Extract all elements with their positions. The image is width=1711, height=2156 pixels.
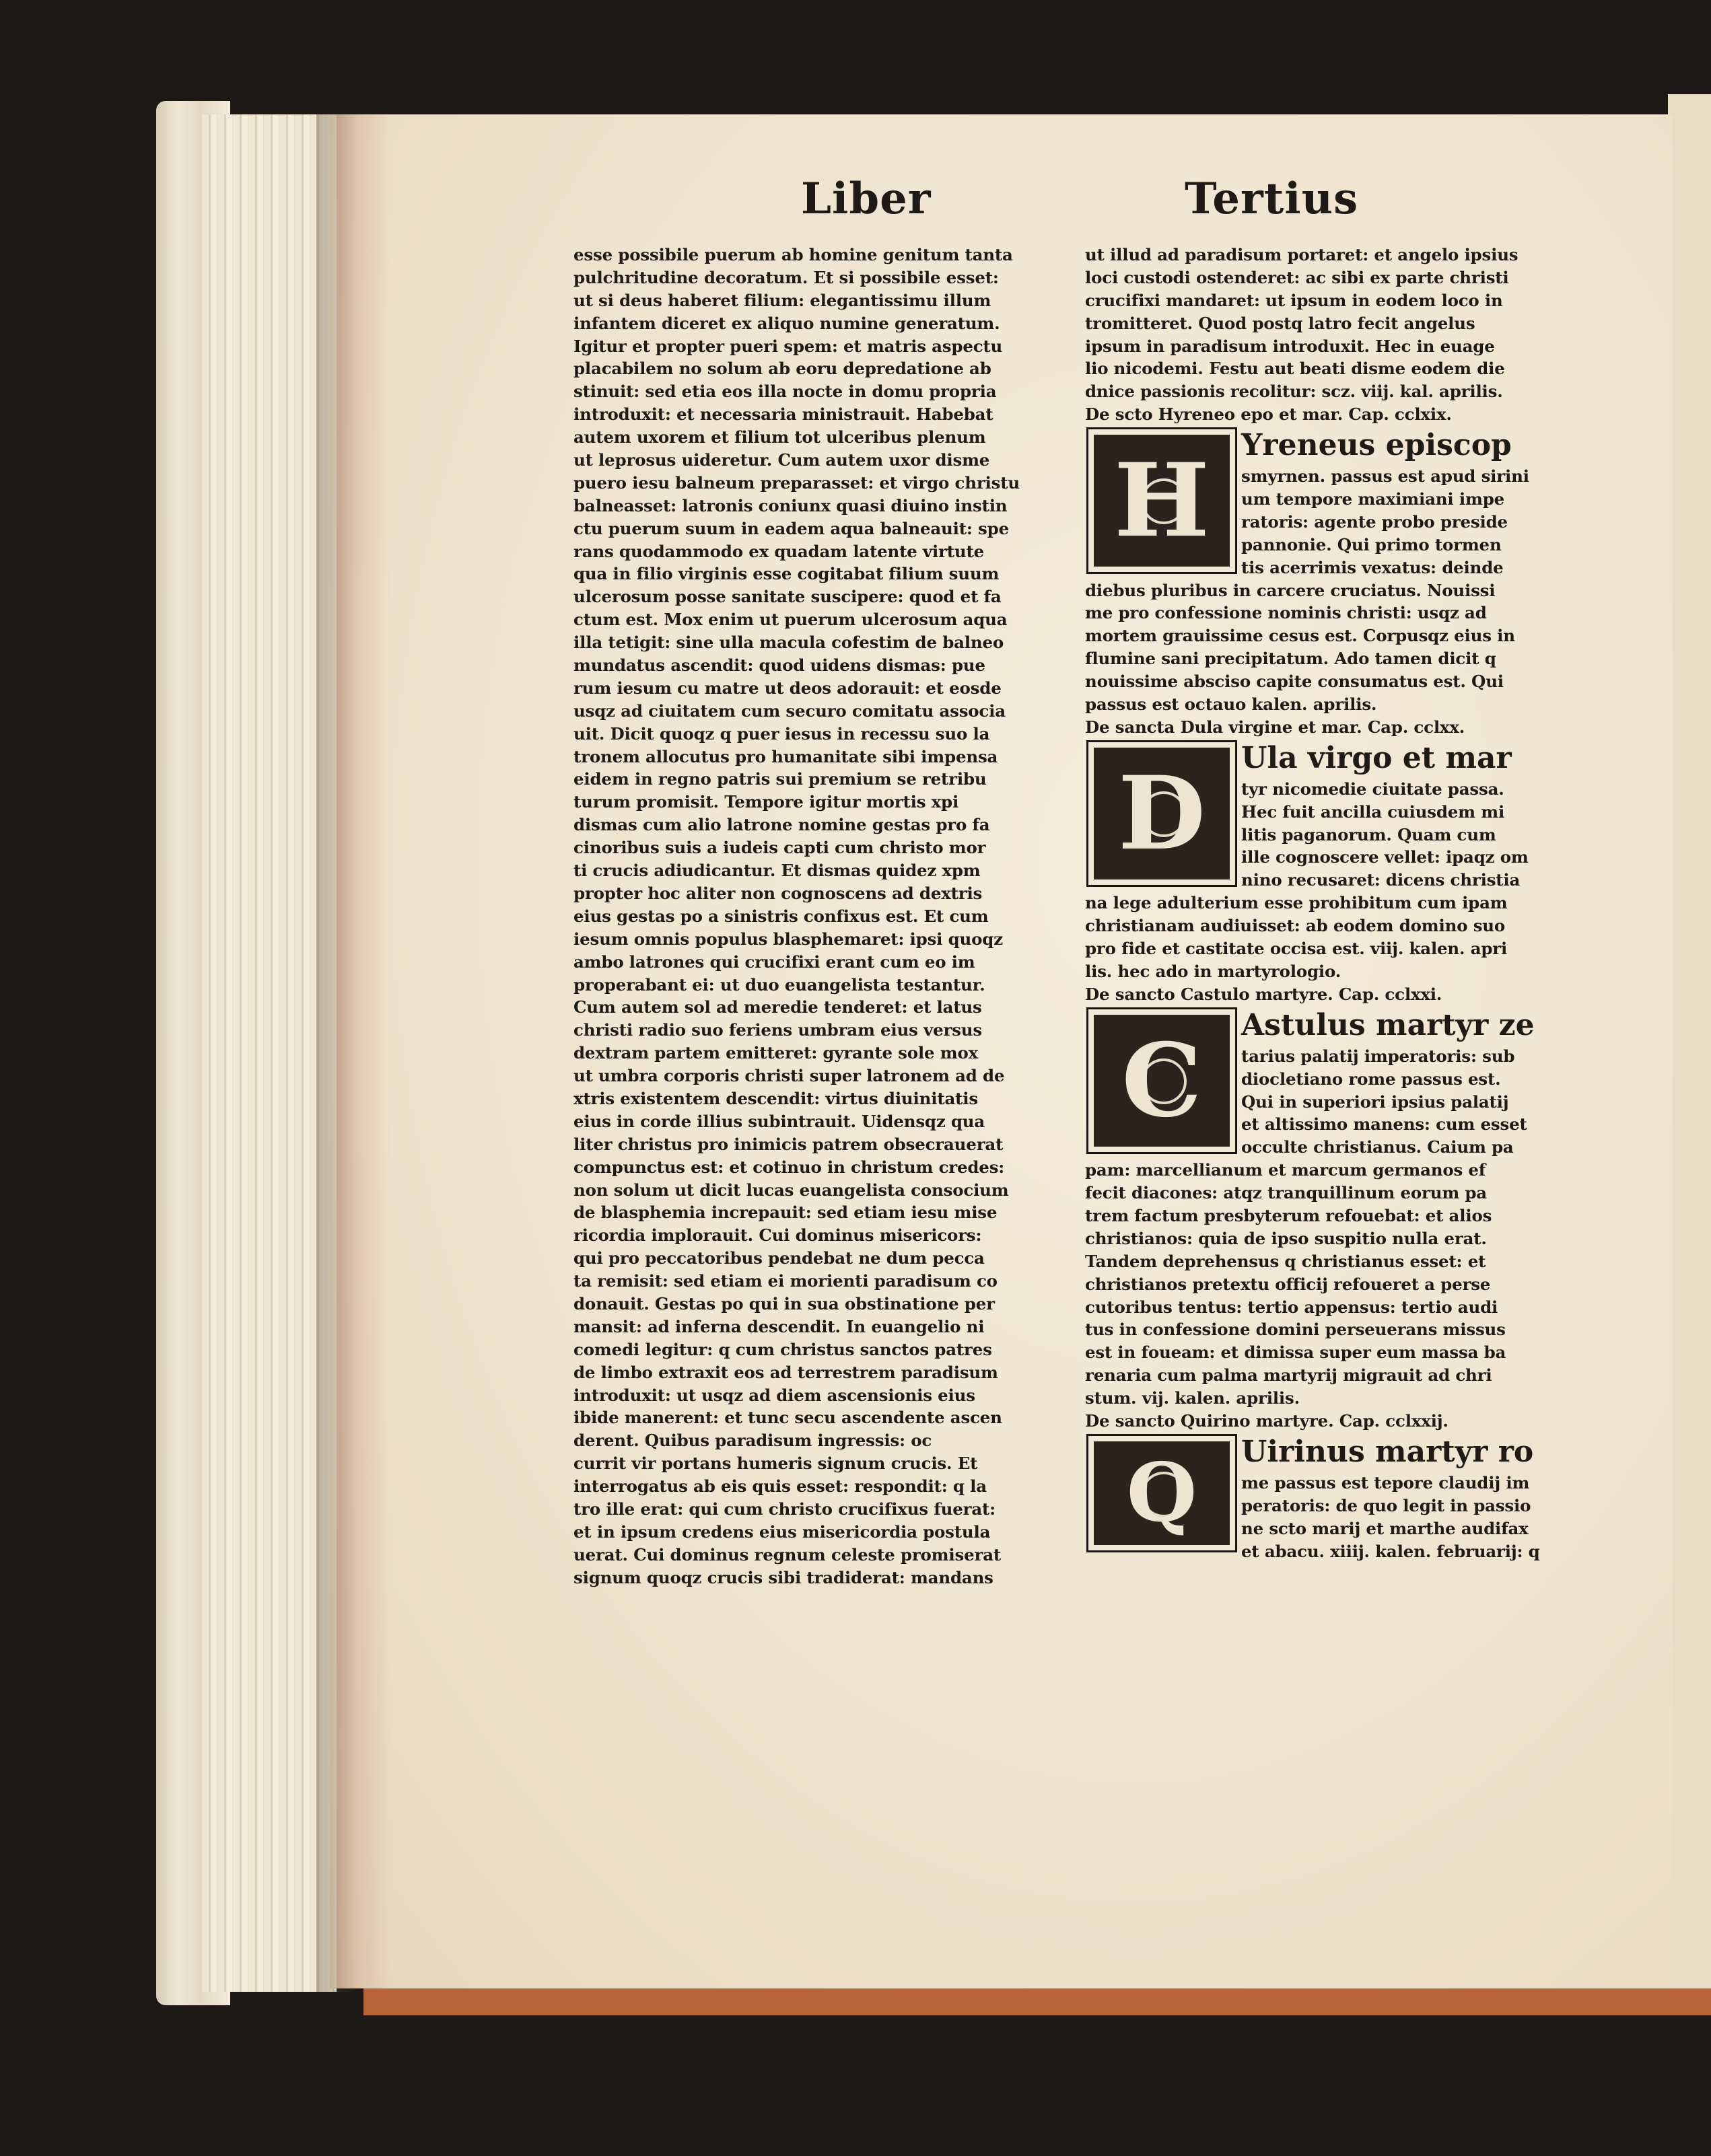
text-line: illa tetigit: sine ulla macula cofestim de balneo: [573, 633, 1004, 653]
text-line: est in foueam: et dimissa super eum massa ba: [1085, 1342, 1506, 1363]
text-line: ibide manerent: et tunc secu ascendente ascen: [573, 1408, 1002, 1428]
initial-letter: C: [1121, 1021, 1202, 1140]
text-line: me pro confessione nominis christi: usqz ad: [1085, 603, 1487, 623]
text-line: et in ipsum credens eius misericordia postula: [573, 1521, 991, 1542]
chapter-rubric: De sancto Castulo martyre. Cap. cclxxi.: [1085, 984, 1442, 1004]
text-line: et abacu. xiiij. kalen. februarij: q: [1241, 1541, 1540, 1561]
text-line: Tandem deprehensus q christianus esset: et: [1085, 1251, 1486, 1271]
text-line: ta remisit: sed etiam ei morienti paradisum co: [573, 1271, 998, 1291]
text-line: usqz ad ciuitatem cum securo comitatu associa: [573, 700, 1006, 721]
text-line: eidem in regno patris sui premium se retribu: [573, 769, 987, 789]
facing-page-edge: [1668, 94, 1711, 2012]
text-line: um tempore maximiani impe: [1241, 489, 1505, 509]
text-line: comedi legitur: q cum christus sanctos patres: [573, 1339, 992, 1359]
text-line: liter christus pro inimicis patrem obsecrauerat: [573, 1134, 1004, 1154]
text-line: tronem allocutus pro humanitate sibi impensa: [573, 746, 998, 766]
text-line: cinoribus suis a iudeis capti cum christo mor: [573, 838, 986, 858]
text-line: tyr nicomedie ciuitate passa.: [1241, 779, 1504, 799]
chapter-opening: [1085, 426, 1591, 579]
text-line: me passus est tepore claudij im: [1241, 1472, 1530, 1493]
chapter-opening: [1085, 1433, 1591, 1563]
text-line: pam: marcellianum et marcum germanos ef: [1085, 1160, 1486, 1180]
running-head-right: Tertius: [1185, 174, 1359, 224]
text-line: dismas cum alio latrone nomine gestas pro fa: [573, 815, 990, 835]
chapter-heading: Yreneus episcop: [1241, 428, 1512, 463]
text-line: tromitteret. Quod postq latro fecit angelus: [1085, 313, 1475, 333]
decorated-initial: [1086, 1434, 1237, 1552]
text-line: christianos pretextu officij refoueret a perse: [1085, 1274, 1491, 1294]
text-line: christianam audiuisset: ab eodem domino suo: [1085, 916, 1506, 936]
text-line: introduxit: ut usqz ad diem ascensionis eius: [573, 1385, 975, 1405]
initial-letter: H: [1114, 441, 1210, 561]
text-line: rum iesum cu matre ut deos adorauit: et eosde: [573, 678, 1002, 698]
text-line: de blasphemia increpauit: sed etiam iesu mise: [573, 1202, 998, 1223]
left-text-column: [573, 244, 1080, 1589]
chapter-rubric: De sancto Quirino martyre. Cap. cclxxij.: [1085, 1410, 1448, 1431]
text-line: christianos: quia de ipso suspitio nulla erat.: [1085, 1228, 1487, 1248]
text-line: eius gestas po a sinistris confixus est. Et cum: [573, 906, 989, 926]
text-line: peratoris: de quo legit in passio: [1241, 1495, 1531, 1515]
chapter-rubric: De scto Hyreneo epo et mar. Cap. cclxix.: [1085, 404, 1452, 425]
text-line: qua in filio virginis esse cogitabat filium suum: [573, 564, 1000, 584]
running-head-left: Liber: [801, 174, 932, 224]
text-line: loci custodi ostenderet: ac sibi ex parte christi: [1085, 267, 1509, 287]
text-line: na lege adulterium esse prohibitum cum ipam: [1085, 893, 1508, 913]
decorated-initial: [1086, 740, 1237, 887]
text-line: uerat. Cui dominus regnum celeste promiserat: [573, 1544, 1001, 1565]
text-line: ut leprosus uideretur. Cum autem uxor disme: [573, 450, 990, 470]
text-line: infantem diceret ex aliquo numine generatum.: [573, 313, 1000, 333]
text-line: cutoribus tentus: tertio appensus: tertio audi: [1085, 1297, 1498, 1317]
text-line: mundatus ascendit: quod uidens dismas: pue: [573, 655, 985, 676]
text-line: ambo latrones qui crucifixi erant cum eo im: [573, 951, 975, 972]
text-line: Igitur et propter pueri spem: et matris aspectu: [573, 336, 1003, 356]
chapter-rubric: De sancta Dula virgine et mar. Cap. cclxx.: [1085, 717, 1465, 737]
initial-letter: D: [1117, 754, 1206, 873]
initial-ornament: [1094, 748, 1230, 879]
decorated-initial: [1086, 427, 1237, 574]
text-line: nino recusaret: dicens christia: [1241, 870, 1521, 890]
text-line: Hec fuit ancilla cuiusdem mi: [1241, 801, 1505, 822]
text-line: passus est octauo kalen. aprilis.: [1085, 694, 1377, 715]
text-line: lis. hec ado in martyrologio.: [1085, 961, 1341, 981]
initial-ornament: [1094, 1015, 1230, 1147]
text-line: ut si deus haberet filium: elegantissimu illum: [573, 290, 991, 310]
text-line: pulchritudine decoratum. Et si possibile esset:: [573, 267, 999, 287]
text-line: occulte christianus. Caium pa: [1241, 1137, 1514, 1157]
text-line: tis acerrimis vexatus: deinde: [1241, 557, 1504, 577]
text-line: rans quodammodo ex quadam latente virtute: [573, 541, 985, 561]
text-line: ctum est. Mox enim ut puerum ulcerosum aqua: [573, 610, 1008, 630]
text-line: donauit. Gestas po qui in sua obstinatione per: [573, 1293, 995, 1314]
text-line: propter hoc aliter non cognoscens ad dextris: [573, 883, 983, 903]
text-line: crucifixi mandaret: ut ipsum in eodem loco in: [1085, 290, 1503, 310]
book-cover-bottom: [363, 1988, 1711, 2015]
text-line: pannonie. Qui primo tormen: [1241, 534, 1502, 554]
text-line: puero iesu balneum preparasset: et virgo christu: [573, 472, 1020, 493]
text-line: diebus pluribus in carcere cruciatus. Nouissi: [1085, 580, 1496, 600]
text-line: dextram partem emitteret: gyrante sole mox: [573, 1043, 979, 1063]
initial-letter: Q: [1126, 1445, 1197, 1541]
text-line: ratoris: agente probo preside: [1241, 511, 1508, 532]
text-line: currit vir portans humeris signum crucis. Et: [573, 1453, 978, 1474]
text-line: ille cognoscere vellet: ipaqz om: [1241, 847, 1529, 867]
text-line: stum. vij. kalen. aprilis.: [1085, 1388, 1300, 1408]
chapter-opening: [1085, 739, 1591, 892]
text-line: ctu puerum suum in eadem aqua balneauit: spe: [573, 518, 1009, 538]
text-line: balneasset: latronis coniunx quasi diuino instin: [573, 495, 1008, 515]
text-line: fecit diacones: atqz tranquillinum eorum pa: [1085, 1183, 1487, 1203]
text-line: signum quoqz crucis sibi tradiderat: mandans: [573, 1567, 993, 1587]
text-line: tro ille erat: qui cum christo crucifixus fuerat:: [573, 1499, 996, 1519]
text-line: turum promisit. Tempore igitur mortis xpi: [573, 792, 959, 812]
initial-ornament: [1094, 435, 1230, 567]
text-line: Qui in superiori ipsius palatij: [1241, 1091, 1509, 1112]
text-line: eius in corde illius subintrauit. Uidensqz qua: [573, 1111, 985, 1131]
text-line: litis paganorum. Quam cum: [1241, 824, 1496, 845]
text-line: uit. Dicit quoqz q puer iesus in recessu suo la: [573, 723, 990, 744]
text-line: placabilem no solum ab eoru depredatione ab: [573, 359, 991, 379]
text-line: ut illud ad paradisum portaret: et angelo ipsius: [1085, 245, 1518, 264]
text-line: ipsum in paradisum introduxit. Hec in euage: [1085, 336, 1495, 356]
text-line: ne scto marij et marthe audifax: [1241, 1518, 1529, 1538]
text-line: nouissime absciso capite consumatus est. Qui: [1085, 672, 1504, 692]
chapter-opening: [1085, 1006, 1591, 1159]
text-line: mortem grauissime cesus est. Corpusqz eius in: [1085, 626, 1515, 646]
text-line: autem uxorem et filium tot ulceribus plenum: [573, 427, 986, 447]
text-line: tus in confessione domini perseuerans missus: [1085, 1320, 1506, 1340]
text-line: et altissimo manens: cum esset: [1241, 1114, 1527, 1135]
text-line: introduxit: et necessaria ministrauit. Habebat: [573, 404, 993, 425]
text-line: iesum omnis populus blasphemaret: ipsi quoqz: [573, 929, 1003, 949]
chapter-heading: Ula virgo et mar: [1241, 740, 1512, 775]
text-line: interrogatus ab eis quis esset: respondit: q la: [573, 1476, 987, 1497]
decorated-initial: [1086, 1007, 1237, 1154]
text-line: renaria cum palma martyrij migrauit ad chri: [1085, 1365, 1492, 1386]
text-line: esse possibile puerum ab homine genitum tanta: [573, 245, 1013, 264]
text-line: mansit: ad inferna descendit. In euangelio ni: [573, 1316, 985, 1336]
text-line: non solum ut dicit lucas euangelista consocium: [573, 1180, 1009, 1200]
text-line: pro fide et castitate occisa est. viij. kalen. apri: [1085, 939, 1508, 959]
text-line: Cum autem sol ad meredie tenderet: et latus: [573, 997, 982, 1017]
text-line: flumine sani precipitatum. Ado tamen dicit q: [1085, 649, 1496, 669]
text-line: ti crucis adiudicantur. Et dismas quidez xpm: [573, 861, 981, 881]
text-line: dnice passionis recolitur: scz. viij. kal. aprilis.: [1085, 382, 1503, 402]
initial-ornament: [1094, 1441, 1230, 1545]
right-text-column: [1085, 244, 1591, 1562]
text-line: ut umbra corporis christi super latronem ad de: [573, 1066, 1005, 1086]
text-line: tarius palatij imperatoris: sub: [1241, 1046, 1515, 1066]
text-line: ulcerosum posse sanitate suscipere: quod et fa: [573, 587, 1002, 607]
text-line: compunctus est: et cotinuo in christum credes:: [573, 1157, 1005, 1177]
text-line: diocletiano rome passus est.: [1241, 1069, 1501, 1089]
text-line: smyrnen. passus est apud sirini: [1241, 466, 1529, 487]
text-line: christi radio suo feriens umbram eius versus: [573, 1020, 982, 1040]
text-line: lio nicodemi. Festu aut beati disme eodem die: [1085, 359, 1505, 379]
chapter-heading: Uirinus martyr ro: [1241, 1434, 1534, 1469]
text-line: de limbo extraxit eos ad terrestrem paradisum: [573, 1362, 998, 1382]
text-line: trem factum presbyterum refouebat: et alios: [1085, 1205, 1492, 1225]
text-line: derent. Quibus paradisum ingressis: oc: [573, 1431, 932, 1451]
spine-shadow: [316, 114, 357, 1992]
text-line: properabant ei: ut duo euangelista testantur.: [573, 974, 985, 995]
text-line: ricordia implorauit. Cui dominus misericors:: [573, 1225, 982, 1246]
text-line: stinuit: sed etia eos illa nocte in domu propria: [573, 382, 997, 402]
text-line: xtris existentem descendit: virtus diuinitatis: [573, 1088, 978, 1108]
text-line: qui pro peccatoribus pendebat ne dum pecca: [573, 1248, 985, 1268]
chapter-heading: Astulus martyr ze: [1241, 1007, 1535, 1042]
